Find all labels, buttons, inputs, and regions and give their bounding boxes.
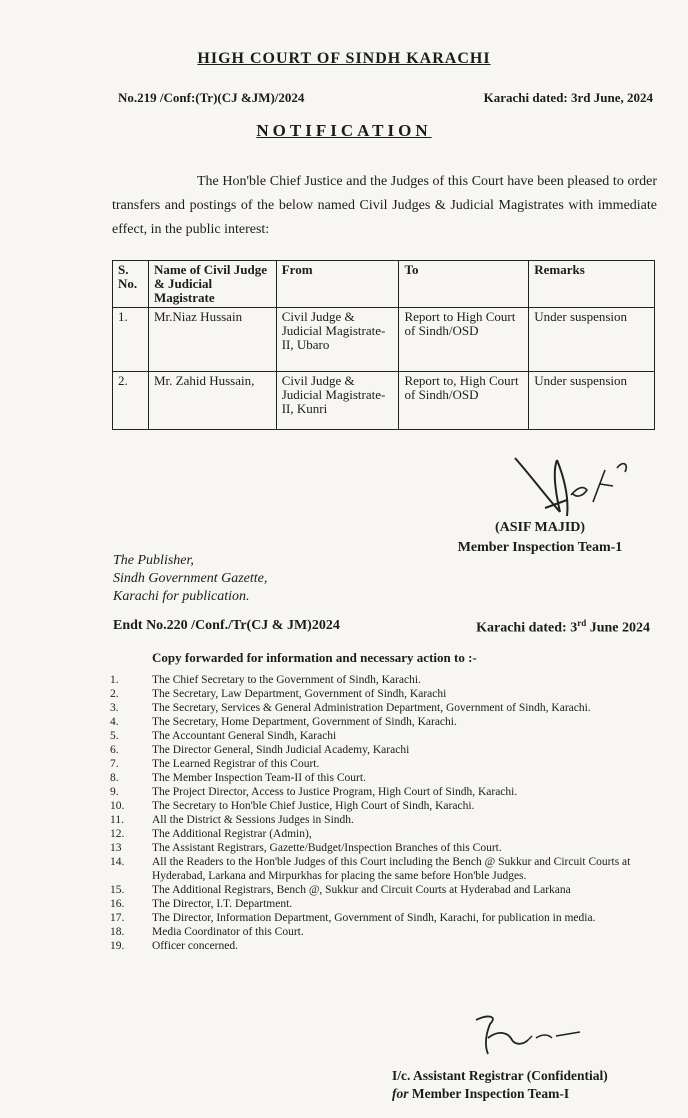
cell-to: Report to, High Court of Sindh/OSD bbox=[399, 372, 529, 430]
list-item-number: 11. bbox=[110, 814, 124, 826]
list-item-number: 18. bbox=[110, 926, 125, 938]
cell-remarks: Under suspension bbox=[529, 372, 655, 430]
list-item-text: The Learned Registrar of this Court. bbox=[152, 758, 320, 770]
col-header-from: From bbox=[276, 261, 399, 308]
list-item-text: The Additional Registrar (Admin), bbox=[152, 828, 312, 840]
list-item-text: The Member Inspection Team-II of this Court. bbox=[152, 772, 366, 784]
list-item-text: The Secretary, Services & General Administration Department, Government of Sindh, Karachi. bbox=[152, 702, 591, 714]
signatory2-line-1: I/c. Assistant Registrar (Confidential) bbox=[392, 1068, 608, 1083]
notification-body-text: The Hon'ble Chief Justice and the Judges of this Court have been pleased to order transfers and postings of the below named Civil Judges & Judicial Magistrates with immediate effect, in the public interest: bbox=[112, 174, 657, 237]
endorsement-date bbox=[476, 618, 650, 637]
transfer-table bbox=[112, 260, 655, 430]
cell-remarks: Under suspension bbox=[529, 308, 655, 372]
table-row bbox=[113, 372, 655, 430]
endorsement-date-suffix: June 2024 bbox=[586, 620, 650, 636]
list-item-number: 5. bbox=[110, 730, 119, 742]
notification-body bbox=[112, 170, 657, 242]
list-item-text: The Additional Registrars, Bench @, Sukkur and Circuit Courts at Hyderabad and Larkana bbox=[152, 884, 571, 896]
list-item-text: The Accountant General Sindh, Karachi bbox=[152, 730, 337, 742]
list-item bbox=[110, 729, 655, 743]
signatory2-team: Member Inspection Team-I bbox=[408, 1086, 570, 1101]
endorsement-number: Endt No.220 /Conf./Tr(CJ & JM)2024 bbox=[113, 618, 340, 633]
col-header-remarks: Remarks bbox=[529, 261, 655, 308]
notification-heading: NOTIFICATION bbox=[256, 121, 432, 140]
list-item-text: All the Readers to the Hon'ble Judges of this Court including the Bench @ Sukkur and Circuit Courts at Hyderabad, Larkana and Mirpurkhas for placing the same before Hon'ble Judges. bbox=[152, 856, 631, 882]
cell-from: Civil Judge & Judicial Magistrate-II, Ubaro bbox=[276, 308, 399, 372]
signatory2-for: for bbox=[392, 1086, 409, 1101]
endorsement-date-prefix: Karachi dated: 3 bbox=[476, 620, 578, 636]
list-item bbox=[110, 939, 655, 953]
list-item-number: 2. bbox=[110, 688, 119, 700]
list-item-text: The Project Director, Access to Justice Program, High Court of Sindh, Karachi. bbox=[152, 786, 518, 798]
list-item-text: The Director, Information Department, Government of Sindh, Karachi, for publication in media. bbox=[152, 912, 596, 924]
list-item-text: Media Coordinator of this Court. bbox=[152, 926, 304, 938]
list-item bbox=[110, 855, 655, 883]
table-row bbox=[113, 308, 655, 372]
list-item-text: The Director General, Sindh Judicial Academy, Karachi bbox=[152, 744, 410, 756]
cell-sno: 1. bbox=[113, 308, 149, 372]
publisher-line-3: Karachi for publication. bbox=[113, 589, 250, 604]
col-header-to: To bbox=[399, 261, 529, 308]
list-item-text: The Chief Secretary to the Government of Sindh, Karachi. bbox=[152, 674, 421, 686]
list-item bbox=[110, 701, 655, 715]
list-item-text: The Secretary, Law Department, Government of Sindh, Karachi bbox=[152, 688, 447, 700]
list-item-number: 7. bbox=[110, 758, 119, 770]
signatory-designation: Member Inspection Team-1 bbox=[457, 540, 623, 555]
cell-sno: 2. bbox=[113, 372, 149, 430]
cell-name: Mr.Niaz Hussain bbox=[148, 308, 276, 372]
reference-number: No.219 /Conf:(Tr)(CJ &JM)/2024 bbox=[118, 90, 305, 105]
list-item bbox=[110, 743, 655, 757]
signatory2-line-2 bbox=[392, 1085, 608, 1103]
list-item-number: 12. bbox=[110, 828, 125, 840]
publisher-line-2: Sindh Government Gazette, bbox=[113, 571, 268, 586]
list-item bbox=[110, 897, 655, 911]
list-item-number: 15. bbox=[110, 884, 125, 896]
list-item bbox=[110, 883, 655, 897]
list-item-number: 10. bbox=[110, 800, 125, 812]
list-item-number: 9. bbox=[110, 786, 119, 798]
list-item bbox=[110, 715, 655, 729]
copy-forwarded-line: Copy forwarded for information and necessary action to :- bbox=[152, 650, 477, 665]
list-item bbox=[110, 757, 655, 771]
list-item-number: 19. bbox=[110, 940, 125, 952]
list-item bbox=[110, 925, 655, 939]
list-item-number: 16. bbox=[110, 898, 125, 910]
court-title: HIGH COURT OF SINDH KARACHI bbox=[197, 50, 491, 67]
signatory-name: (ASIF MAJID) bbox=[494, 520, 586, 535]
cell-from: Civil Judge & Judicial Magistrate-II, Kunri bbox=[276, 372, 399, 430]
list-item-text: The Director, I.T. Department. bbox=[152, 898, 293, 910]
list-item bbox=[110, 827, 655, 841]
list-item-text: All the District & Sessions Judges in Sindh. bbox=[152, 814, 354, 826]
list-item bbox=[110, 799, 655, 813]
list-item bbox=[110, 813, 655, 827]
list-item-number: 17. bbox=[110, 912, 125, 924]
list-item bbox=[110, 785, 655, 799]
cell-to: Report to High Court of Sindh/OSD bbox=[399, 308, 529, 372]
list-item-text: The Secretary to Hon'ble Chief Justice, High Court of Sindh, Karachi. bbox=[152, 800, 475, 812]
recipient-list bbox=[110, 673, 655, 953]
publisher-address bbox=[113, 552, 267, 606]
endorsement-date-sup: rd bbox=[577, 618, 587, 628]
list-item bbox=[110, 911, 655, 925]
list-item bbox=[110, 841, 655, 855]
list-item bbox=[110, 673, 655, 687]
list-item-number: 3. bbox=[110, 702, 119, 714]
list-item-text: The Assistant Registrars, Gazette/Budget/Inspection Branches of this Court. bbox=[152, 842, 502, 854]
col-header-name: Name of Civil Judge & Judicial Magistrate bbox=[148, 261, 276, 308]
list-item-number: 4. bbox=[110, 716, 119, 728]
list-item-text: Officer concerned. bbox=[152, 940, 238, 952]
list-item-number: 1. bbox=[110, 674, 119, 686]
list-item bbox=[110, 771, 655, 785]
list-item-text: The Secretary, Home Department, Government of Sindh, Karachi. bbox=[152, 716, 457, 728]
list-item-number: 13 bbox=[110, 842, 122, 854]
list-item bbox=[110, 687, 655, 701]
col-header-sno: S. No. bbox=[113, 261, 149, 308]
list-item-number: 14. bbox=[110, 856, 125, 868]
signatory-block-2 bbox=[392, 1067, 608, 1103]
table-header-row bbox=[113, 261, 655, 308]
notification-date: Karachi dated: 3rd June, 2024 bbox=[483, 90, 653, 105]
signatory-block-1 bbox=[440, 518, 640, 558]
cell-name: Mr. Zahid Hussain, bbox=[148, 372, 276, 430]
signature-assistant-registrar bbox=[468, 1010, 598, 1062]
list-item-number: 6. bbox=[110, 744, 119, 756]
list-item-number: 8. bbox=[110, 772, 119, 784]
publisher-line-1: The Publisher, bbox=[113, 553, 194, 568]
